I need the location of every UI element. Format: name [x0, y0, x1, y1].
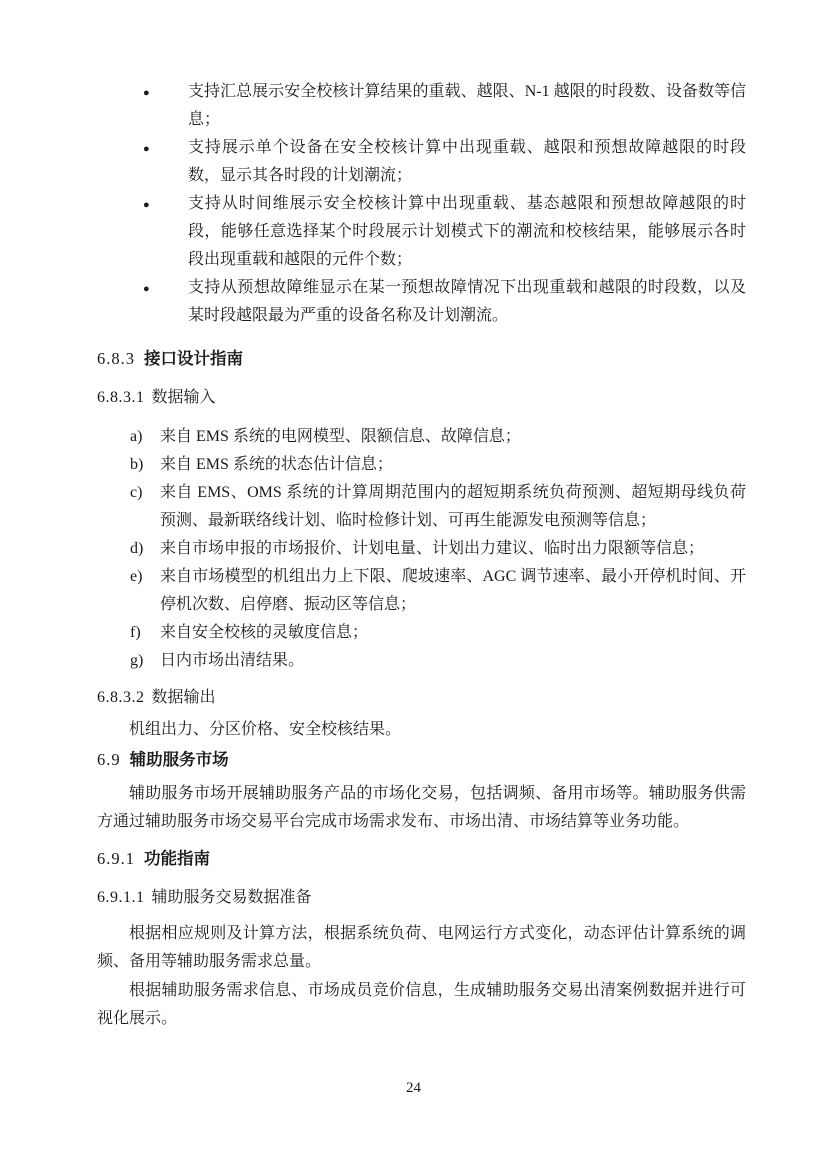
- subsection-heading-6-8-3-1: [97, 384, 746, 412]
- bullet-list: [97, 78, 746, 330]
- list-item: [97, 190, 746, 274]
- subsection-heading-6-9-1-1: [97, 884, 746, 912]
- heading-number: 6.9: [97, 750, 121, 769]
- list-marker: a): [130, 428, 143, 445]
- heading-number: 6.9.1.1: [97, 889, 145, 906]
- list-marker: c): [130, 484, 143, 501]
- heading-number: 6.8.3.1: [97, 389, 145, 406]
- list-item-text: 日内市场出清结果。: [160, 652, 305, 669]
- list-item-text: 来自市场申报的市场报价、计划电量、计划出力建议、临时出力限额等信息；: [160, 540, 705, 557]
- page-content: [97, 78, 746, 1033]
- list-item: [97, 479, 746, 535]
- heading-title: 辅助服务交易数据准备: [151, 889, 312, 906]
- subsection-heading-6-8-3-2: [97, 684, 746, 712]
- list-item: [97, 619, 746, 647]
- heading-title: 接口设计指南: [144, 350, 243, 368]
- bullet-text: 支持从时间维展示安全校核计算中出现重载、基态越限和预想故障越限的时段，能够任意选择某个时段展示计划模式下的潮流和校核结果，能够展示各时段出现重载和越限的元件个数；: [188, 195, 746, 268]
- list-item: [97, 78, 746, 134]
- list-marker: g): [130, 652, 144, 669]
- list-item-text: 来自 EMS、OMS 系统的计算周期范围内的超短期系统负荷预测、超短期母线负荷预测、最新联络线计划、临时检修计划、可再生能源发电预测等信息；: [160, 484, 746, 529]
- list-item-text: 来自 EMS 系统的状态估计信息；: [160, 456, 393, 473]
- bullet-icon: ●: [143, 199, 150, 211]
- bullet-text: 支持汇总展示安全校核计算结果的重载、越限、N-1 越限的时段数、设备数等信息；: [188, 83, 746, 128]
- list-item-text: 来自 EMS 系统的电网模型、限额信息、故障信息；: [160, 428, 521, 445]
- section-heading-6-8-3: [97, 346, 746, 372]
- list-marker: d): [130, 540, 144, 557]
- heading-title: 数据输入: [151, 389, 216, 406]
- body-paragraph: 根据辅助服务需求信息、市场成员竞价信息，生成辅助服务交易出清案例数据并进行可视化展示。: [97, 982, 746, 1027]
- bullet-icon: ●: [143, 143, 150, 155]
- section-heading-6-9: [97, 747, 746, 773]
- section-heading-6-9-1: [97, 846, 746, 872]
- list-marker: f): [130, 624, 141, 641]
- list-item-text: 来自安全校核的灵敏度信息；: [160, 624, 369, 641]
- heading-number: 6.9.1: [97, 849, 135, 868]
- bullet-text: 支持展示单个设备在安全校核计算中出现重载、越限和预想故障越限的时段数，显示其各时段的计划潮流；: [188, 139, 746, 184]
- data-input-list: [97, 423, 746, 675]
- section-6-9-intro-paragraph: 辅助服务市场开展辅助服务产品的市场化交易，包括调频、备用市场等。辅助服务供需方通过辅助服务市场交易平台完成市场需求发布、市场出清、市场结算等业务功能。: [97, 785, 746, 830]
- list-item: [97, 647, 746, 675]
- list-marker: b): [130, 456, 144, 473]
- list-item: [97, 134, 746, 190]
- heading-title: 功能指南: [144, 850, 210, 868]
- heading-title: 数据输出: [151, 689, 216, 706]
- data-output-paragraph: 机组出力、分区价格、安全校核结果。: [129, 721, 402, 738]
- bullet-icon: ●: [143, 87, 150, 99]
- bullet-icon: ●: [143, 283, 150, 295]
- body-paragraph: 根据相应规则及计算方法，根据系统负荷、电网运行方式变化，动态评估计算系统的调频、备用等辅助服务需求总量。: [97, 925, 746, 970]
- list-marker: e): [130, 568, 143, 585]
- list-item: [97, 274, 746, 330]
- heading-number: 6.8.3.2: [97, 689, 145, 706]
- list-item: [97, 563, 746, 619]
- page-number: 24: [406, 1080, 421, 1096]
- heading-title: 辅助服务市场: [129, 751, 229, 769]
- heading-number: 6.8.3: [97, 349, 135, 368]
- list-item: [97, 535, 746, 563]
- list-item: [97, 451, 746, 479]
- list-item: [97, 423, 746, 451]
- bullet-text: 支持从预想故障维显示在某一预想故障情况下出现重载和越限的时段数，以及某时段越限最为严重的设备名称及计划潮流。: [188, 279, 746, 324]
- list-item-text: 来自市场模型的机组出力上下限、爬坡速率、AGC 调节速率、最小开停机时间、开停机次数、启停磨、振动区等信息；: [160, 568, 746, 613]
